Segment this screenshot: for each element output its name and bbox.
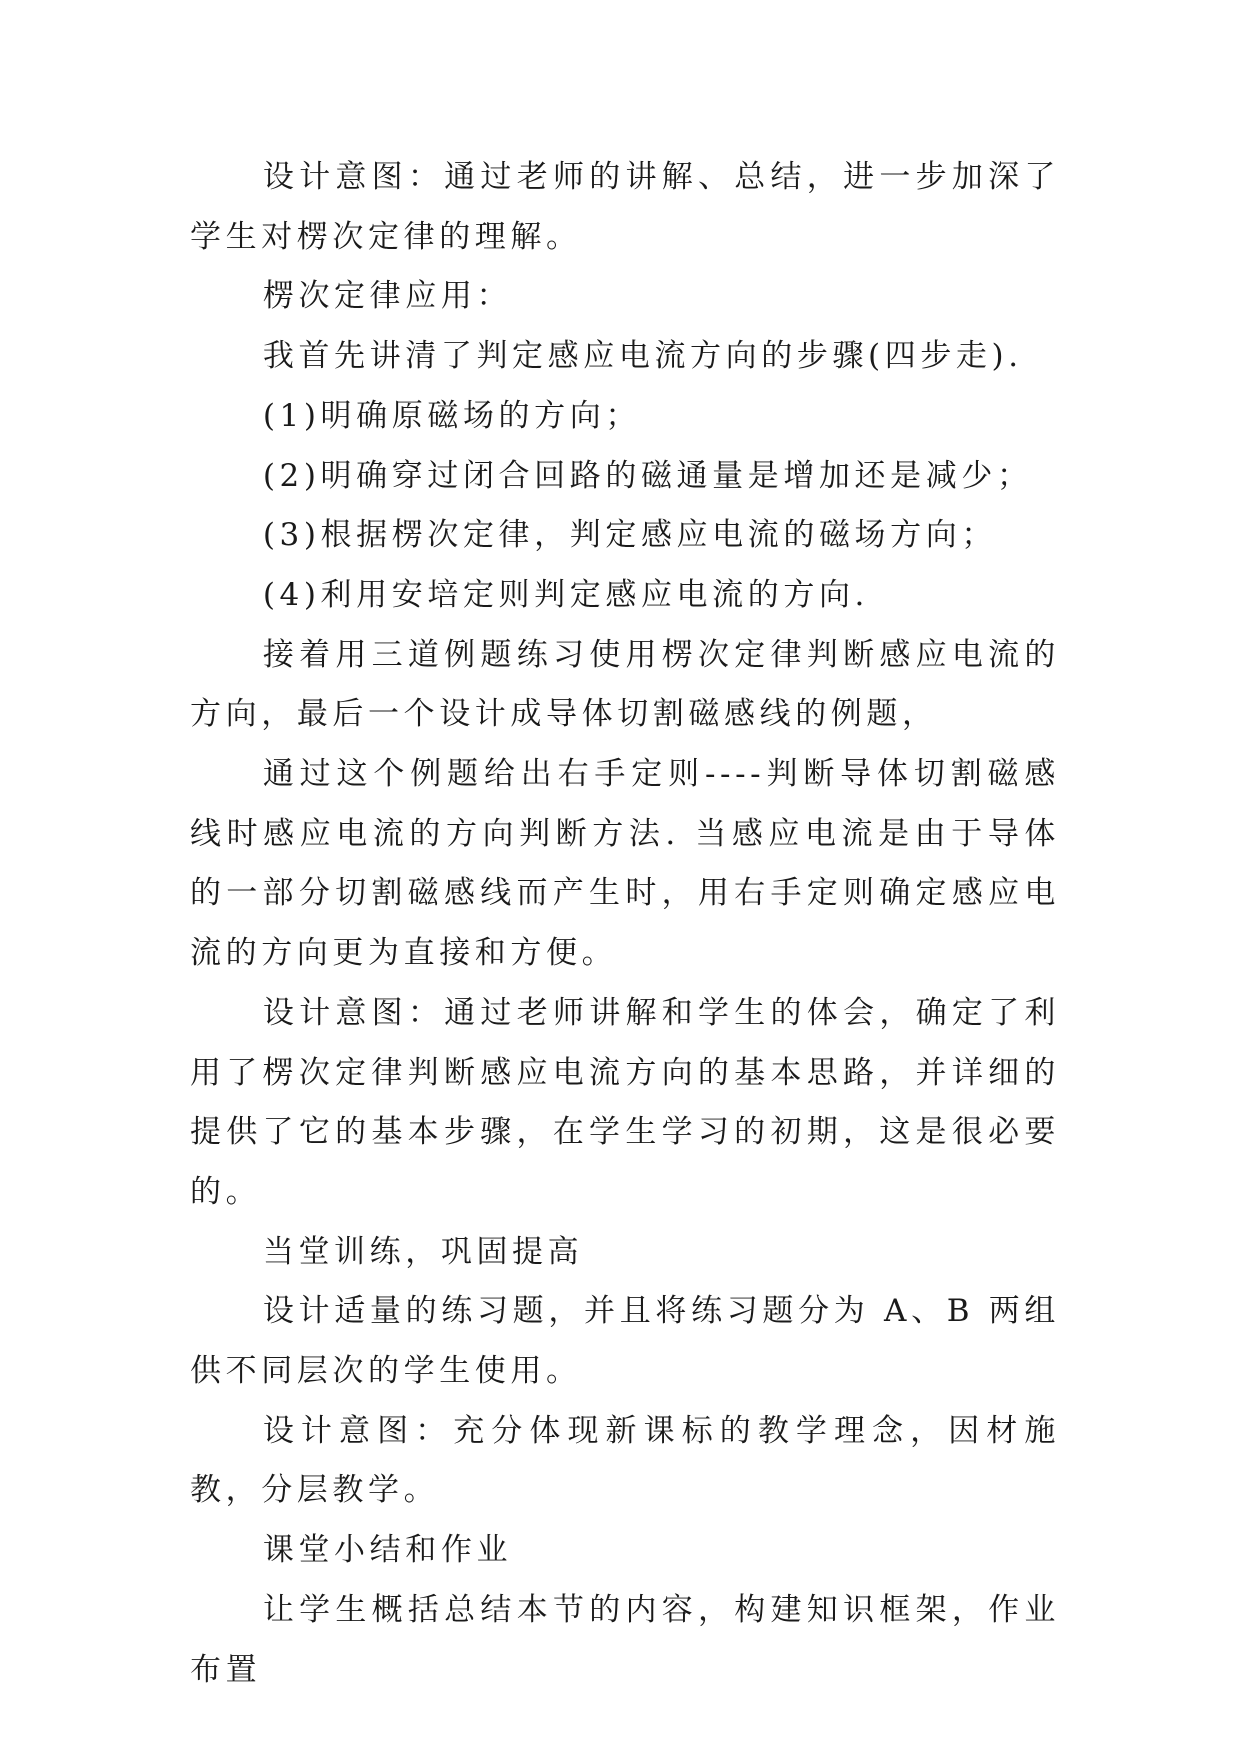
paragraph-heading-practice: 当堂训练，巩固提高 xyxy=(262,1233,584,1270)
document-body xyxy=(190,148,1060,1700)
paragraph-steps-intro: 我首先讲清了判定感应电流方向的步骤(四步走). xyxy=(262,338,1023,375)
paragraph-step-1: (1)明确原磁场的方向； xyxy=(262,397,641,434)
paragraph-design-intent-2: 设计意图：通过老师讲解和学生的体会，确定了利用了楞次定律判断感应电流方向的基本思路，并详细的提供了它的基本步骤，在学生学习的初期，这是很必要的。 xyxy=(190,994,1060,1210)
paragraph-design-intent-1: 设计意图：通过老师的讲解、总结，进一步加深了学生对楞次定律的理解。 xyxy=(190,159,1060,255)
paragraph-heading-summary: 课堂小结和作业 xyxy=(262,1532,513,1569)
paragraph-design-intent-3: 设计意图：充分体现新课标的教学理念，因材施教，分层教学。 xyxy=(190,1412,1060,1509)
paragraph-step-4: (4)利用安培定则判定感应电流的方向. xyxy=(262,576,870,613)
paragraph-step-3: (3)根据楞次定律，判定感应电流的磁场方向； xyxy=(262,517,997,554)
paragraph-summary: 让学生概括总结本节的内容，构建知识框架，作业布置 xyxy=(190,1591,1060,1688)
paragraph-examples: 接着用三道例题练习使用楞次定律判断感应电流的方向，最后一个设计成导体切割磁感线的例题， xyxy=(190,636,1060,733)
paragraph-step-2: (2)明确穿过闭合回路的磁通量是增加还是减少； xyxy=(262,457,1033,494)
paragraph-right-hand-rule: 通过这个例题给出右手定则----判断导体切割磁感线时感应电流的方向判断方法. 当感应电流是由于导体的一部分切割磁感线而产生时，用右手定则确定感应电流的方向更为直接和方便。 xyxy=(190,756,1060,972)
paragraph-exercises: 设计适量的练习题，并且将练习题分为 A、B 两组供不同层次的学生使用。 xyxy=(190,1293,1060,1390)
paragraph-heading-lenz-application: 楞次定律应用： xyxy=(262,278,513,315)
